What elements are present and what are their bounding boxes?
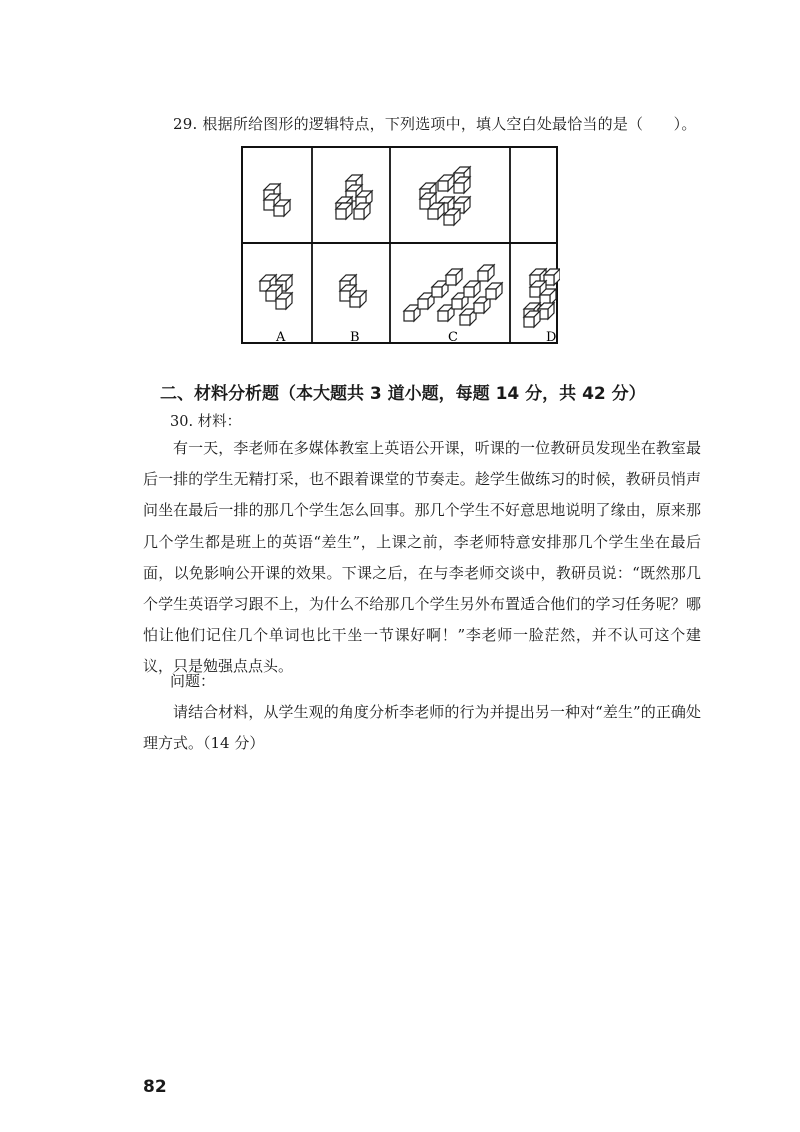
question-30-label: 30. 材料： — [170, 414, 242, 430]
section-title: 二、材料分析题（本大题共 3 道小题，每题 14 分，共 42 分） — [160, 384, 646, 404]
question-29-text: 29. 根据所给图形的逻辑特点，下列选项中，填人空白处最恰当的是（ ）。 — [173, 115, 697, 133]
option-a-cubes — [260, 275, 292, 309]
option-c-cubes — [404, 265, 502, 325]
cell-2-cubes — [336, 175, 372, 219]
option-c-label: C — [448, 330, 458, 345]
figure-puzzle — [240, 145, 560, 347]
option-d-cubes — [524, 269, 560, 327]
material-paragraph: 有一天，李老师在多媒体教室上英语公开课，听课的一位教研员发现坐在教室最后一排的学生无精打采，也不跟着课堂的节奏走。趁学生做练习的时候，教研员悄声问坐在最后一排的那几个学生怎么回事。那几个学生不好意思地说明了缘由，原来那几个学生都是班上的英语“差生”，上课之前，李老师特意安排那几个学生坐在最后面，以免影响公开课的效果。下课之后，在与李老师交谈中，教研员说：“既然那几个学生英语学习跟不上，为什么不给那几个学生另外布置适合他们的学习任务呢？哪怕让他们记住几个单词也比干坐一节课好啊！”李老师一脸茫然，并不认可这个建议，只是勉强点点头。 — [143, 439, 701, 676]
option-b-label: B — [350, 330, 360, 345]
question-label: 问题： — [170, 672, 216, 690]
grid-lines — [242, 147, 557, 343]
option-a-label: A — [276, 330, 286, 345]
option-b-cubes — [340, 275, 366, 307]
cell-1-cubes — [264, 184, 290, 216]
page-number: 82 — [143, 1077, 167, 1097]
question-text: 请结合材料，从学生观的角度分析李老师的行为并提出另一种对“差生”的正确处理方式。（14 分） — [143, 703, 701, 752]
option-d-label: D — [546, 330, 557, 345]
cell-3-cubes — [420, 167, 470, 225]
